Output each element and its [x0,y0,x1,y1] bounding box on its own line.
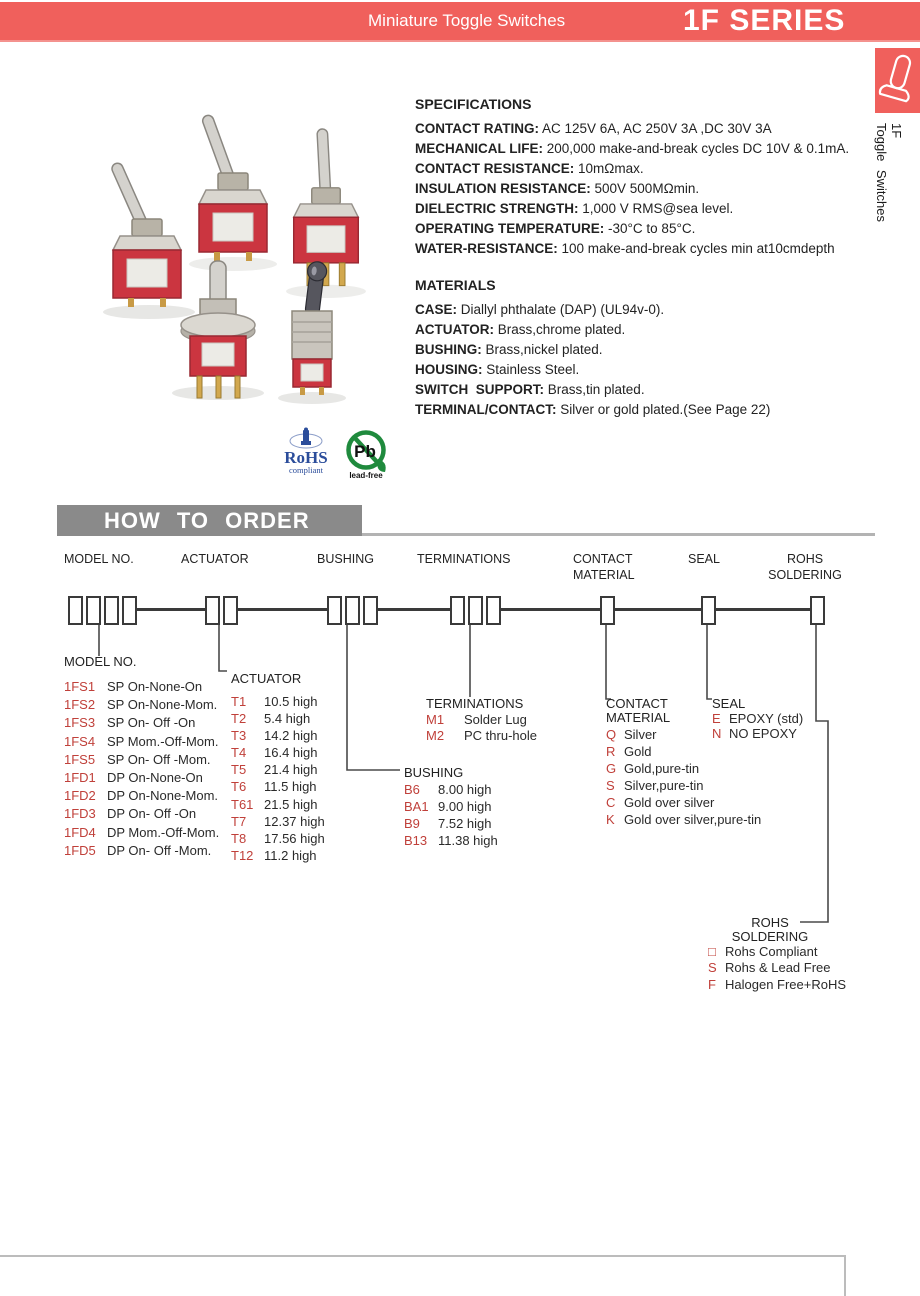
order-desc: 11.5 high [264,779,317,795]
rohs-soldering-item [708,977,846,993]
terminations-list [426,696,537,743]
terminations-item [426,712,537,728]
material-line [415,380,885,400]
how-to-order-bar [57,505,362,536]
box-connector [501,608,600,611]
toggle-switch-2 [189,114,277,271]
order-code: T6 [231,779,247,795]
order-desc: Gold over silver,pure-tin [624,811,762,827]
order-desc: 12.37 high [264,813,325,829]
seal-rows [712,711,803,741]
order-code-box [810,596,825,625]
order-code: T1 [231,694,247,709]
pb-lead-free-badge [340,428,392,482]
material-value: Brass,tin plated. [544,382,645,397]
order-desc: SP On- Off -On [107,715,196,731]
column-header-terminations: TERMINATIONS [417,552,511,566]
bushing-item [404,815,498,832]
model-no-item [64,714,219,732]
order-code: 1FD4 [64,824,96,840]
spec-line [415,239,885,259]
order-code: K [606,811,615,827]
actuator-code-boxes [205,596,238,625]
contact-material-item [606,795,761,812]
how-to-order-title: HOW TO ORDER [104,508,310,533]
toggle-switch-1 [103,162,195,319]
column-header-contact-line2: MATERIAL [573,568,635,582]
contact-material-item [606,778,761,795]
material-label: BUSHING: [415,342,482,357]
spec-label: CONTACT RATING: [415,121,539,136]
order-desc: 7.52 high [438,816,492,831]
order-code: Q [606,727,617,743]
order-desc: 8.00 high [438,782,492,797]
order-code: N [712,726,722,742]
order-desc: SP On- Off -Mom. [107,751,211,767]
spec-value: 200,000 make-and-break cycles DC 10V & 0.1mA. [543,141,850,156]
column-header-rohs-line2: SOLDERING [768,568,842,582]
seal-list [712,697,803,742]
spec-value: -30°C to 85°C. [604,221,696,236]
order-code: B6 [404,782,420,797]
order-code-box [450,596,465,625]
seal-item [712,726,803,741]
order-desc: PC thru-hole [464,727,537,743]
column-header-rohs-line1: ROHS [786,552,824,566]
contact-material-item [606,744,761,761]
order-desc: DP On-None-On [107,770,203,786]
order-desc: Rohs Compliant [725,944,818,959]
order-code: T8 [231,830,247,846]
order-desc: 17.56 high [264,830,325,846]
order-code: 1FS2 [64,697,96,713]
order-desc: 21.4 high [264,762,318,778]
specifications-list [415,119,885,259]
spec-label: MECHANICAL LIFE: [415,141,543,156]
order-desc: EPOXY (std) [729,711,804,727]
order-code: T7 [231,813,247,829]
model-no-item [64,824,219,842]
order-desc: Gold,pure-tin [624,761,700,777]
box-connector [238,608,327,611]
svg-text:Pb: Pb [354,442,376,461]
spec-label: DIELECTRIC STRENGTH: [415,201,579,216]
order-desc: 9.00 high [438,799,492,814]
contact-material-item [606,812,761,829]
order-desc: Solder Lug [464,712,527,727]
order-desc: SP On-None-Mom. [107,697,218,713]
material-label: SWITCH SUPPORT: [415,382,545,397]
spec-line [415,199,885,219]
order-desc: 10.5 high [264,694,318,709]
order-code: S [708,960,717,976]
spec-value: 10mΩmax. [574,161,644,176]
series-title: 1F SERIES [683,4,846,37]
order-code: 1FD5 [64,842,96,858]
order-desc: DP On- Off -Mom. [107,842,212,858]
order-desc: NO EPOXY [729,726,797,742]
materials-section [415,277,885,420]
actuator-item [231,761,325,778]
order-desc: Rohs & Lead Free [725,960,831,976]
rohs-compliant-badge [282,427,330,483]
column-header-rohs-soldering [760,551,850,583]
toggle-switch-4-panel-mount [172,261,264,400]
order-code: 1FS4 [64,733,96,749]
order-code-box [68,596,83,625]
contact-material-rows [606,727,761,828]
materials-list [415,300,885,420]
rohs-soldering-code-box [810,596,825,625]
material-line [415,300,885,320]
material-value: Brass,chrome plated. [494,322,626,337]
rohs-soldering-item [708,960,846,976]
model-no-item [64,733,219,751]
column-header-actuator: ACTUATOR [181,552,249,566]
specifications-title: SPECIFICATIONS [415,96,532,112]
order-desc: 11.2 high [264,847,317,863]
order-code: T12 [231,847,254,863]
order-code: T4 [231,745,247,761]
bushing-list [404,765,498,849]
spec-line [415,119,885,139]
order-code-box [600,596,615,625]
terminations-list-title: TERMINATIONS [426,696,524,711]
order-code: F [708,976,716,992]
model-no-item [64,805,219,823]
material-label: CASE: [415,302,458,317]
order-code: E [712,711,721,727]
model-no-item [64,769,219,787]
order-code: T5 [231,762,247,778]
spec-label: WATER-RESISTANCE: [415,241,558,256]
spec-label: CONTACT RESISTANCE: [415,161,575,176]
material-line [415,340,885,360]
model-no-list [64,654,219,860]
order-code-box [468,596,483,625]
order-code: M1 [426,712,445,727]
order-code-box [701,596,716,625]
material-line [415,320,885,340]
spec-value: AC 125V 6A, AC 250V 3A ,DC 30V 3A [538,121,772,136]
materials-title: MATERIALS [415,277,496,293]
order-desc: 21.5 high [264,796,318,812]
contact-material-item [606,761,761,778]
order-code: S [606,778,615,794]
bushing-rows [404,781,498,849]
order-code: 1FD1 [64,770,96,786]
order-code-box [122,596,137,625]
order-code: T3 [231,728,247,744]
seal-item [712,711,803,726]
rohs-soldering-list [708,944,846,993]
spec-line [415,159,885,179]
order-desc: Gold over silver [624,795,715,811]
order-desc: 14.2 high [264,728,318,744]
order-code: BA1 [404,799,429,814]
box-connector [378,608,450,611]
model-no-rows [64,678,219,860]
material-value: Diallyl phthalate (DAP) (UL94v-0). [457,302,665,317]
material-label: TERMINAL/CONTACT: [415,402,557,417]
order-code: B13 [404,833,428,848]
column-header-model-no: MODEL NO. [64,552,134,566]
model-no-item [64,678,219,696]
bushing-item [404,832,498,849]
product-photo-toggle-switches [70,85,410,425]
order-code-box [327,596,342,625]
terminations-rows [426,712,537,743]
material-value: Brass,nickel plated. [481,342,603,357]
material-line [415,400,885,420]
spec-value: 1,000 V RMS@sea level. [578,201,734,216]
actuator-item [231,693,325,710]
column-header-bushing: BUSHING [317,552,374,566]
specifications-section [415,96,885,259]
side-tab-name-label: Toggle Switches [874,123,889,222]
bushing-item [404,781,498,798]
rohs-soldering-item [708,944,846,960]
order-code-box [205,596,220,625]
terminations-item [426,728,537,744]
actuator-rows [231,693,325,864]
model-no-item [64,787,219,805]
side-tab-series-label: 1F [889,123,904,139]
order-code-box [345,596,360,625]
order-code-box [104,596,119,625]
order-desc: DP On- Off -On [107,806,197,822]
order-desc: Halogen Free+RoHS [725,976,847,992]
order-desc: SP On-None-On [107,679,203,694]
order-code-box [486,596,501,625]
order-desc: 11.38 high [438,833,498,848]
actuator-list-title: ACTUATOR [231,671,302,686]
seal-list-title: SEAL [712,696,746,711]
bushing-item [404,798,498,815]
order-code: 1FS5 [64,751,96,767]
material-value: Silver or gold plated.(See Page 22) [556,402,771,417]
order-desc: 16.4 high [264,745,318,761]
material-value: Stainless Steel. [482,362,580,377]
svg-text:compliant: compliant [289,465,323,475]
spec-label: INSULATION RESISTANCE: [415,181,591,196]
order-code-box [363,596,378,625]
svg-text:lead-free: lead-free [349,471,383,480]
actuator-item [231,744,325,761]
column-header-contact-material [573,551,635,583]
order-desc: Gold [624,744,652,760]
page-header-bar [0,2,920,42]
model-no-item [64,751,219,769]
spec-value: 500V 500MΩmin. [590,181,700,196]
order-code: 1FD3 [64,806,96,822]
order-code: 1FS3 [64,715,96,731]
actuator-item [231,778,325,795]
spec-line [415,139,885,159]
actuator-item [231,813,325,830]
bushing-code-boxes [327,596,378,625]
order-desc: Silver [624,727,657,743]
column-header-seal: SEAL [688,552,720,566]
order-code: R [606,744,616,760]
actuator-list [231,671,325,864]
contact-material-code-box [600,596,615,625]
order-desc: DP Mom.-Off-Mom. [107,824,220,840]
terminations-code-boxes [450,596,501,625]
order-code-box [86,596,101,625]
order-code: G [606,761,617,777]
material-label: ACTUATOR: [415,322,494,337]
spec-line [415,179,885,199]
model-no-code-boxes [68,596,137,625]
toggle-switch-5-bat-lever [278,261,346,404]
svg-text:RoHS: RoHS [284,448,328,467]
order-desc: DP On-None-Mom. [107,788,219,804]
rohs-soldering-list-title [722,916,818,944]
order-code: 1FS1 [64,679,96,694]
order-code: M2 [426,727,445,743]
order-code: 1FD2 [64,788,96,804]
order-code: C [606,795,616,811]
actuator-item [231,847,325,864]
order-code-box [223,596,238,625]
seal-code-box [701,596,716,625]
actuator-item [231,710,325,727]
actuator-item [231,830,325,847]
page-footer-frame [0,1255,846,1296]
rohs-soldering-title-line1: ROHS [751,915,789,930]
spec-line [415,219,885,239]
rohs-soldering-title-line2: SOLDERING [731,928,809,944]
actuator-item [231,796,325,813]
model-no-item [64,696,219,714]
contact-material-title-line1: CONTACT [606,696,668,711]
spec-value: 100 make-and-break cycles min at10cmdepth [557,241,835,256]
rohs-soldering-rows [708,944,846,993]
order-desc: 5.4 high [264,711,311,727]
order-code: B9 [404,816,420,831]
contact-material-title-line2: MATERIAL [606,710,671,726]
model-no-item [64,842,219,860]
bushing-list-title: BUSHING [404,765,464,780]
material-line [415,360,885,380]
page-subtitle: Miniature Toggle Switches [368,11,566,30]
box-connector [137,608,205,611]
material-label: HOUSING: [415,362,483,377]
order-code: □ [708,944,716,959]
column-header-contact-line1: CONTACT [573,552,633,566]
order-desc: SP Mom.-Off-Mom. [107,733,219,749]
actuator-item [231,727,325,744]
order-code: T2 [231,711,247,727]
spec-label: OPERATING TEMPERATURE: [415,221,605,236]
box-connector [615,608,701,611]
order-code: T61 [231,796,254,812]
model-no-list-title: MODEL NO. [64,654,137,669]
box-connector [716,608,810,611]
order-desc: Silver,pure-tin [624,778,704,794]
